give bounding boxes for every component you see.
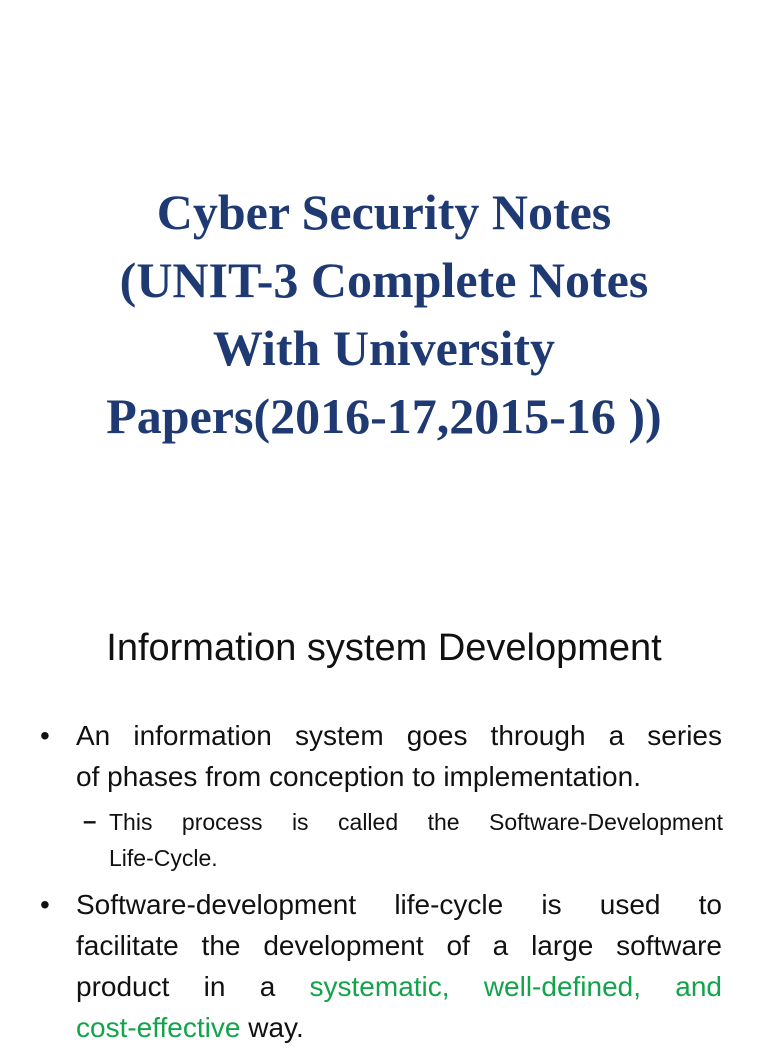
bullet-1-line-2: of phases from conception to implementation. <box>76 761 641 792</box>
bullet-2-line-2: facilitate the development of a large software <box>76 930 722 961</box>
bullet-2-line-4 <box>76 1007 722 1048</box>
slide-title <box>0 178 768 450</box>
bullet-marker: • <box>40 720 50 751</box>
dash-marker: – <box>83 808 97 835</box>
sub-bullet-1-line-2: Life-Cycle. <box>109 845 218 871</box>
bullet-2-line-3-text: product in a <box>76 971 310 1002</box>
title-line-4: Papers(2016-17,2015-16 )) <box>106 388 662 444</box>
title-line-3: With University <box>212 320 556 376</box>
bullet-2-line-4-text: way. <box>240 1012 304 1043</box>
highlight-text: systematic, well-defined, and <box>309 971 722 1002</box>
sub-bullet-item-1 <box>83 804 723 876</box>
bullet-item-1 <box>40 715 722 797</box>
sub-bullet-1-line-1: This process is called the Software-Development <box>109 809 723 835</box>
title-line-1: Cyber Security Notes <box>156 184 612 240</box>
bullet-2-line-1: Software-development life-cycle is used to <box>76 889 722 920</box>
bullet-2-line-3 <box>76 966 722 1007</box>
title-line-2: (UNIT-3 Complete Notes <box>119 252 649 308</box>
content-heading: Information system Development <box>106 627 662 669</box>
bullet-1-line-1: An information system goes through a series <box>76 720 722 751</box>
highlight-text-2: cost-effective <box>76 1012 241 1043</box>
bullet-item-2 <box>40 884 722 1048</box>
bullet-marker: • <box>40 889 50 920</box>
